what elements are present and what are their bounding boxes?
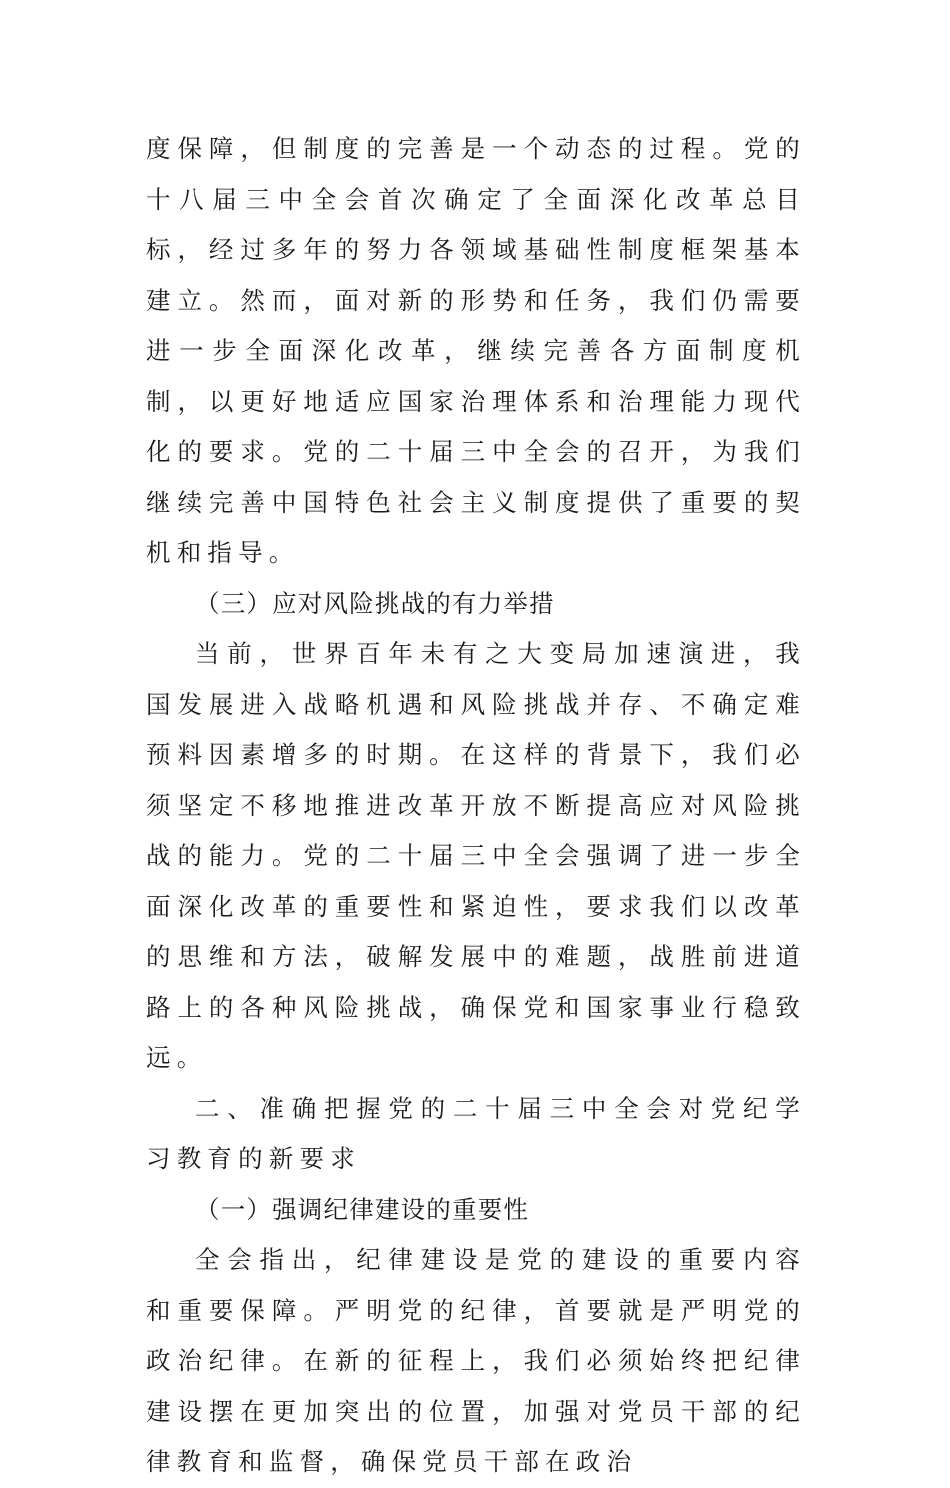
paragraph-continuation: 度保障，但制度的完善是一个动态的过程。党的十八届三中全会首次确定了全面深化改革总目标，经过多年的努力各领域基础性制度框架基本建立。然而，面对新的形势和任务，我们仍需要进一步全面深化改革，继续完善各方面制度机制，以更好地适应国家治理体系和治理能力现代化的要求。党的二十届三中全会的召开，为我们继续完善中国特色社会主义制度提供了重要的契机和指导。	[146, 134, 806, 567]
subheading-risk-challenges: （三）应对风险挑战的有力举措	[195, 588, 555, 618]
paragraph-body: 当前，世界百年未有之大变局加速演进，我国发展进入战略机遇和风险挑战并存、不确定难预料因素增多的时期。在这样的背景下，我们必须坚定不移地推进改革开放不断提高应对风险挑战的能力。党的二十届三中全会强调了进一步全面深化改革的重要性和紧迫性，要求我们以改革的思维和方法，破解发展中的难题，战胜前进道路上的各种风险挑战，确保党和国家事业行稳致远。	[146, 639, 806, 1072]
document-body	[146, 124, 806, 1488]
paragraph-body: 全会指出，纪律建设是党的建设的重要内容和重要保障。严明党的纪律，首要就是严明党的政治纪律。在新的征程上，我们必须始终把纪律建设摆在更加突出的位置，加强对党员干部的纪律教育和监督，确保党员干部在政治	[146, 1245, 806, 1476]
subheading-discipline: （一）强调纪律建设的重要性	[195, 1194, 530, 1224]
section-heading: 二、准确把握党的二十届三中全会对党纪学习教育的新要求	[146, 1093, 806, 1173]
